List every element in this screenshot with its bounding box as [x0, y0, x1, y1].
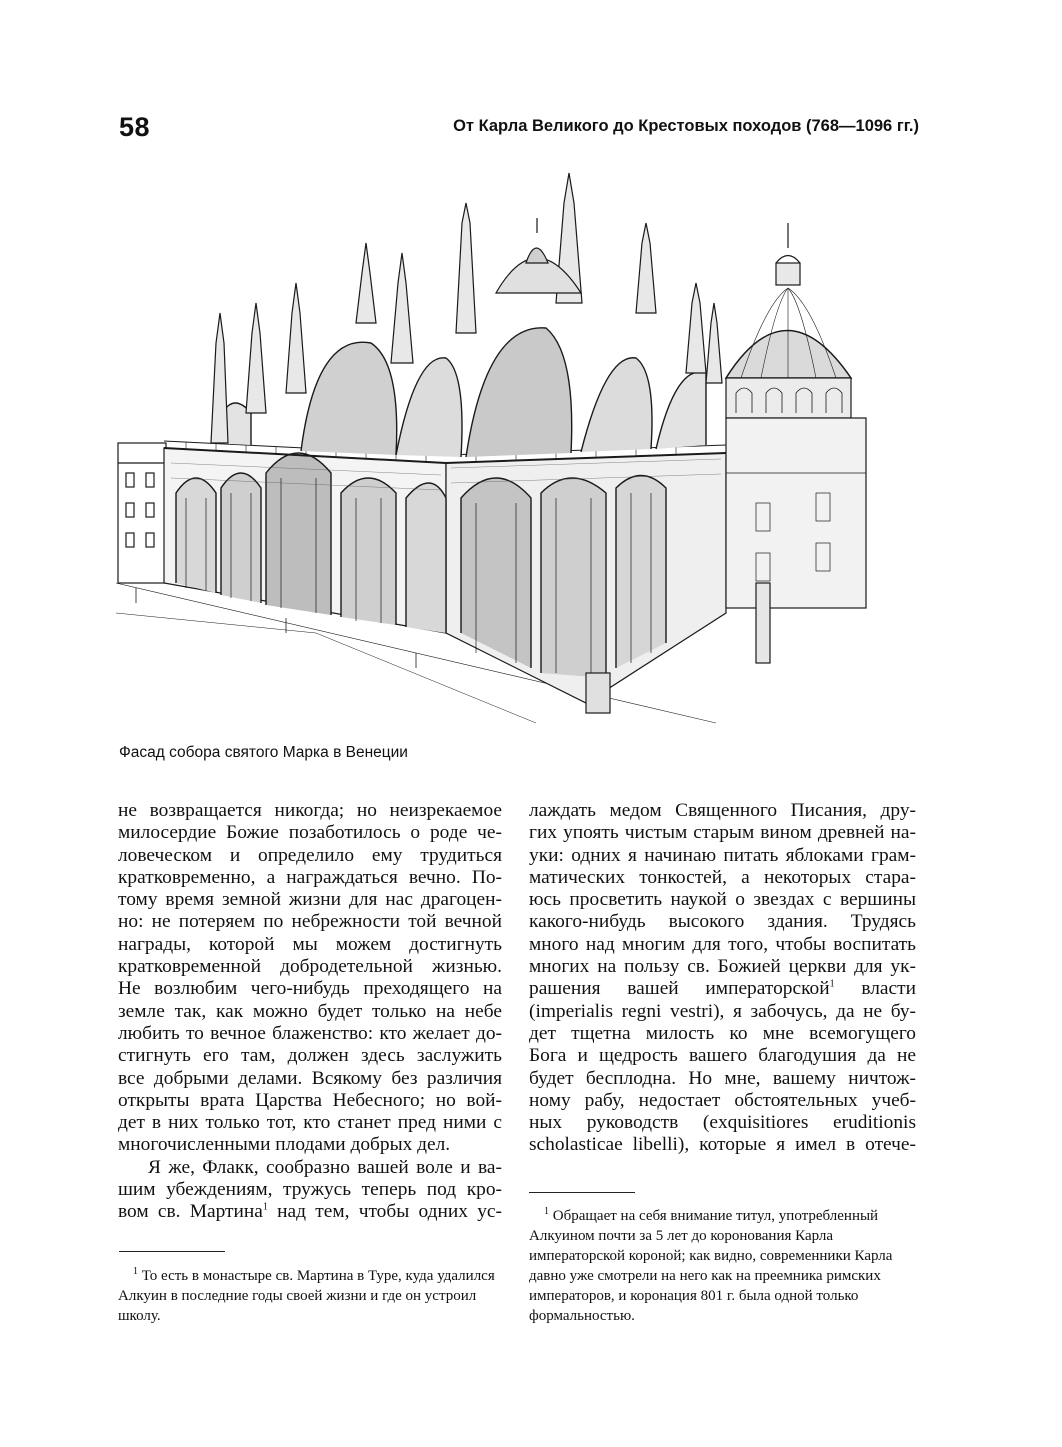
text-line: лаждать медом Священного Писания, дру-: [529, 800, 916, 821]
text-line: многих на пользу св. Божией церкви для ук-: [529, 956, 916, 978]
text-fragment: рашения вашей императорской: [529, 978, 830, 1000]
text-line: земле так, как можно будет только на небе: [118, 1000, 502, 1022]
text-line: ных руководств (exquisitiores eruditionis: [529, 1112, 916, 1134]
text-line: (imperialis regni vestri), я забочусь, да не бу-: [529, 1000, 916, 1022]
basilica-engraving: [116, 163, 870, 731]
text-line: матических тонкостей, а некоторых стара-: [529, 866, 916, 888]
text-line-with-footnote: [118, 1201, 502, 1223]
text-line: уки: одних я начинаю питать яблоками грам-: [529, 844, 916, 866]
footnote-marker: 1: [262, 1201, 268, 1213]
text-line: юсь просветить наукой о звездах с вершины: [529, 889, 916, 911]
text-line: гих упоять чистым старым вином древней на-: [529, 822, 916, 844]
footnote-marker: 1: [829, 978, 835, 990]
text-line: все добрыми делами. Всякому без различия: [118, 1067, 502, 1089]
text-line: будет бесплодна. Но мне, вашему ничтож-: [529, 1067, 916, 1089]
text-line: scholasticae libelli), которые я имел в отече-: [529, 1134, 916, 1156]
footnote-rule: [529, 1192, 635, 1193]
figure-caption: Фасад собора святого Марка в Венеции: [119, 744, 408, 761]
page-number: 58: [119, 112, 151, 142]
text-line: тому время земной жизни для нас драгоцен-: [118, 889, 502, 911]
text-line: дет в них только тот, кто станет пред ними с: [118, 1112, 502, 1134]
text-line: Я же, Флакк, сообразно вашей воле и ва-: [148, 1156, 502, 1178]
text-line: дет тщетна милость ко мне всемогущего: [529, 1022, 916, 1044]
text-line: не возвращается никогда; но неизрекаемое: [118, 800, 502, 821]
text-fragment: над тем, чтобы одних ус-: [277, 1201, 502, 1223]
footnote: [118, 1266, 502, 1326]
footnote: [529, 1206, 916, 1326]
text-line: милосердие Божие позаботилось о роде че-: [118, 822, 502, 844]
right-column: [529, 800, 916, 1157]
footnote-text: То есть в монастыре св. Мартина в Туре, куда удалился Алкуин в последние годы своей жизни и где он устроил школу.: [118, 1268, 495, 1324]
text-fragment: вом св. Мартина: [118, 1201, 263, 1223]
text-line: ловеческом и определило ему трудиться: [118, 844, 502, 866]
text-fragment: власти: [861, 978, 916, 1000]
text-line: стигнуть его там, должен здесь заслужить: [118, 1045, 502, 1067]
text-line: кратковременной добродетельной жизнью.: [118, 956, 502, 978]
left-column: [118, 800, 502, 1224]
text-line: открыты врата Царства Небесного; но вой-: [118, 1089, 502, 1111]
footnote-marker: 1: [544, 1206, 549, 1217]
text-line: кратковременно, а награждаться вечно. По-: [118, 866, 502, 888]
running-title: От Карла Великого до Крестовых походов (768—1096 гг.): [453, 117, 919, 135]
text-line: награды, которой мы можем достигнуть: [118, 933, 502, 955]
text-line: какого-нибудь высокого здания. Трудясь: [529, 911, 916, 933]
text-line: но: не потеряем по небрежности той вечной: [118, 911, 502, 933]
text-line: Не возлюбим чего-нибудь преходящего на: [118, 978, 502, 1000]
text-line: Бога и щедрость вашего благодушия да не: [529, 1045, 916, 1067]
text-line: ному рабу, недостает обстоятельных учеб-: [529, 1089, 916, 1111]
footnote-rule: [119, 1251, 225, 1252]
text-line-with-footnote: [529, 978, 916, 1000]
text-line: много над многим для того, чтобы воспитать: [529, 933, 916, 955]
text-line: шим убеждениям, тружусь теперь под кро-: [118, 1179, 502, 1201]
text-line: многочисленными плодами добрых дел.: [118, 1134, 451, 1156]
footnote-marker: 1: [133, 1266, 138, 1277]
footnote-text: Обращает на себя внимание титул, употребленный Алкуином почти за 5 лет до коронования Карла императорской короной; как видно, современники Карла давно уже смотрели на него как на преемника римских императоров, и коронация 801 г. была одной только формальностью.: [529, 1208, 893, 1324]
text-line: любить то вечное блаженство: кто желает до-: [118, 1022, 502, 1044]
